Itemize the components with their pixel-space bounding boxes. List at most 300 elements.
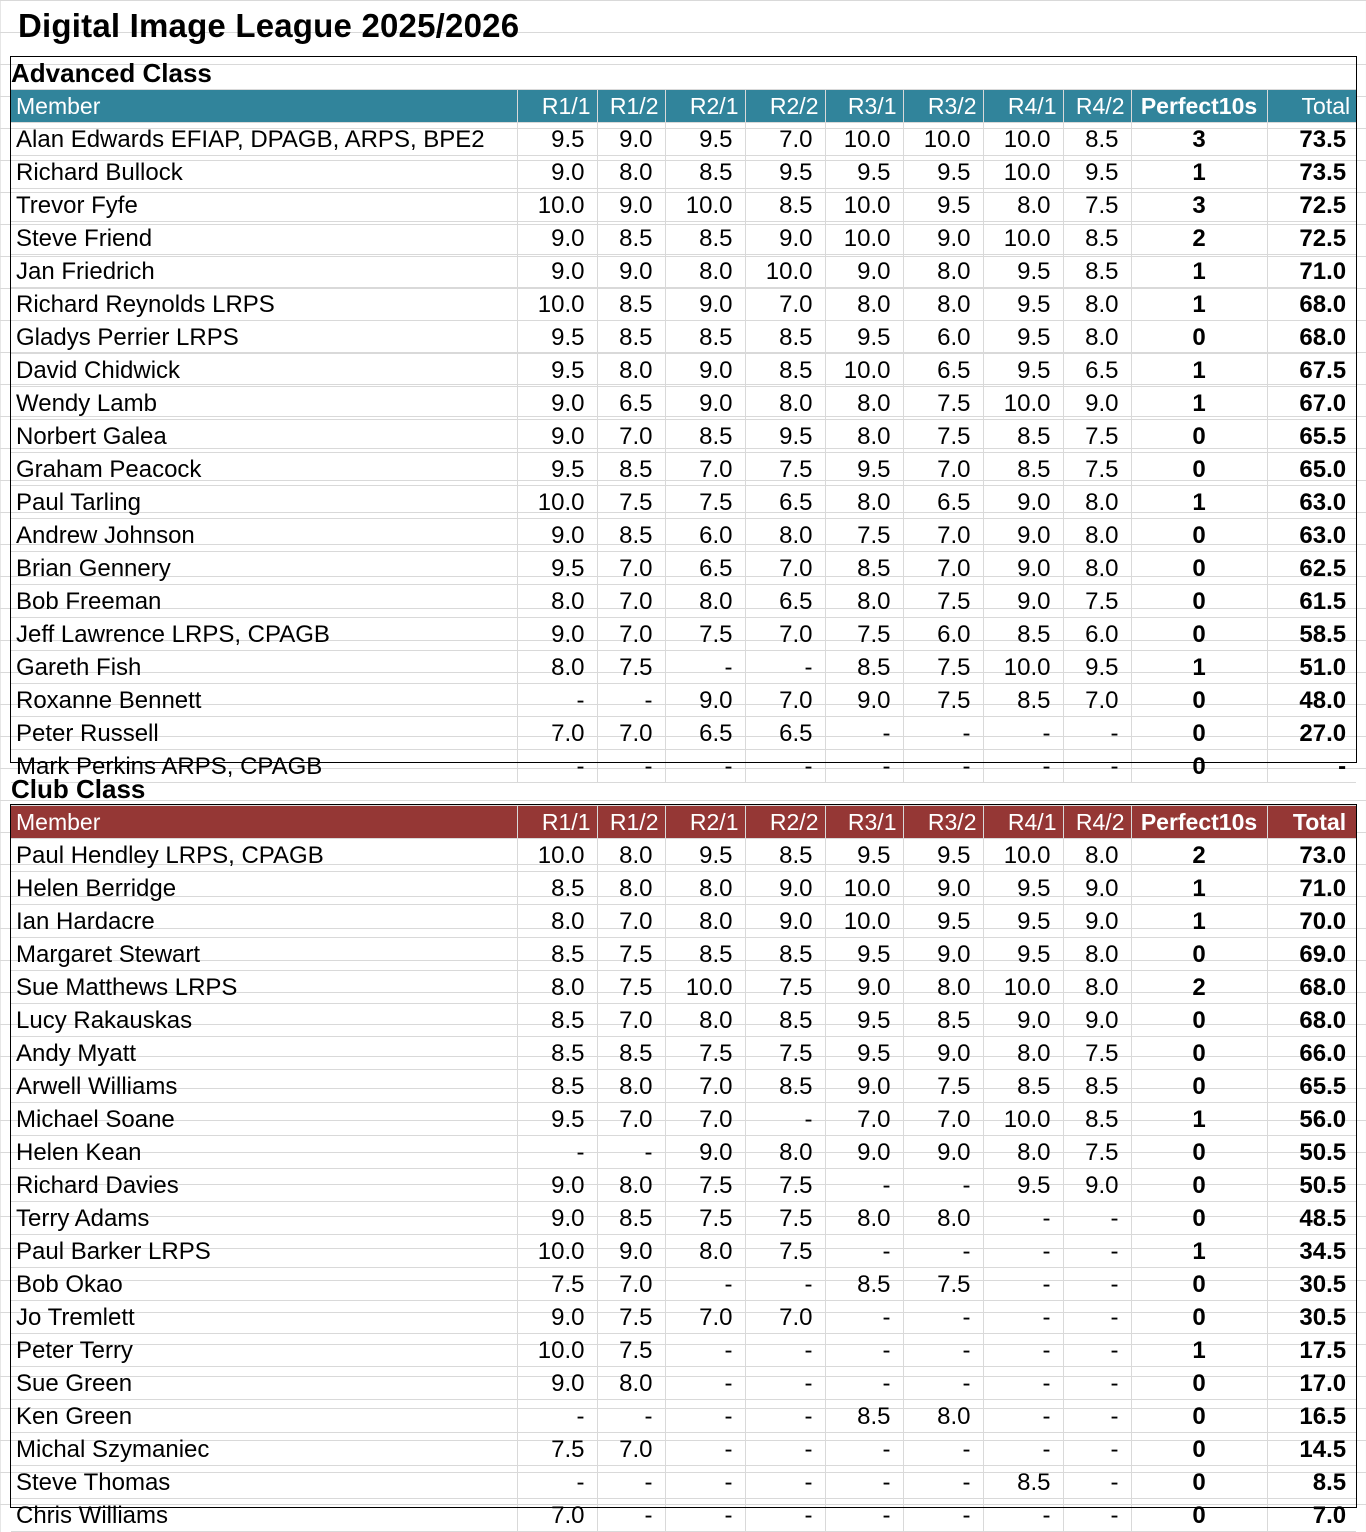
member-row [11, 905, 1356, 938]
score-cell: 8.0 [825, 288, 903, 321]
score-cell: 8.0 [1063, 971, 1131, 1004]
score-cell: - [745, 750, 825, 783]
column-header: Perfect10s [1131, 806, 1267, 839]
member-row [11, 1169, 1356, 1202]
column-header: Perfect10s [1131, 90, 1267, 123]
score-cell: 9.0 [517, 156, 597, 189]
score-cell: - [903, 1334, 983, 1367]
total-cell: 68.0 [1267, 971, 1356, 1004]
score-cell: 10.0 [983, 651, 1063, 684]
score-cell: - [903, 1433, 983, 1466]
score-cell: 9.0 [903, 938, 983, 971]
score-cell: 6.0 [1063, 618, 1131, 651]
score-cell: 8.5 [597, 222, 665, 255]
score-cell: 9.0 [745, 905, 825, 938]
score-cell: 9.0 [517, 1367, 597, 1400]
member-row [11, 717, 1356, 750]
score-cell: - [597, 1400, 665, 1433]
member-name: Graham Peacock [11, 453, 517, 486]
score-cell: 9.5 [825, 453, 903, 486]
member-row [11, 123, 1356, 156]
score-cell: 10.0 [517, 189, 597, 222]
score-cell: 8.0 [665, 1004, 745, 1037]
score-cell: - [517, 1466, 597, 1499]
score-cell: 7.0 [517, 1499, 597, 1532]
score-cell: 7.0 [665, 1103, 745, 1136]
score-cell: 7.5 [1063, 453, 1131, 486]
score-cell: 10.0 [517, 288, 597, 321]
score-cell: 7.0 [597, 1103, 665, 1136]
page-title: Digital Image League 2025/2026 [18, 7, 520, 44]
score-cell: 10.0 [517, 486, 597, 519]
score-cell: 9.0 [1063, 1004, 1131, 1037]
score-cell: 9.5 [517, 1103, 597, 1136]
score-cell: 7.0 [597, 905, 665, 938]
score-cell: 10.0 [825, 354, 903, 387]
score-cell: 8.0 [597, 156, 665, 189]
score-cell: 7.5 [597, 486, 665, 519]
score-cell: 8.0 [665, 585, 745, 618]
score-cell: 9.0 [1063, 905, 1131, 938]
total-cell: 14.5 [1267, 1433, 1356, 1466]
score-cell: - [517, 1400, 597, 1433]
score-cell: 9.0 [665, 1136, 745, 1169]
score-cell: - [665, 750, 745, 783]
column-header-row [11, 806, 1356, 839]
score-cell: 8.0 [745, 1136, 825, 1169]
score-cell: - [745, 1334, 825, 1367]
score-cell: - [983, 1334, 1063, 1367]
score-cell: 8.5 [665, 420, 745, 453]
score-cell: 8.5 [745, 1070, 825, 1103]
score-cell: 7.0 [745, 618, 825, 651]
member-name: Jan Friedrich [11, 255, 517, 288]
member-name: Norbert Galea [11, 420, 517, 453]
score-cell: 10.0 [825, 222, 903, 255]
score-cell: 6.5 [597, 387, 665, 420]
score-cell: 9.5 [665, 123, 745, 156]
member-name: Ken Green [11, 1400, 517, 1433]
score-cell: 8.0 [1063, 486, 1131, 519]
score-cell: 8.0 [597, 1367, 665, 1400]
score-cell: - [983, 1400, 1063, 1433]
score-cell: 7.5 [665, 486, 745, 519]
perfect10s-cell: 0 [1131, 684, 1267, 717]
total-cell: 73.5 [1267, 156, 1356, 189]
score-cell: 7.5 [597, 651, 665, 684]
total-cell: 30.5 [1267, 1301, 1356, 1334]
score-cell: 7.0 [745, 123, 825, 156]
score-cell: - [597, 1499, 665, 1532]
score-cell: 9.0 [983, 519, 1063, 552]
score-cell: 9.0 [825, 684, 903, 717]
score-cell: - [745, 1268, 825, 1301]
total-cell: 65.5 [1267, 1070, 1356, 1103]
perfect10s-cell: 3 [1131, 189, 1267, 222]
score-cell: 7.5 [665, 1169, 745, 1202]
score-cell: 8.5 [597, 519, 665, 552]
member-name: Peter Russell [11, 717, 517, 750]
perfect10s-cell: 1 [1131, 387, 1267, 420]
score-cell: 9.5 [517, 354, 597, 387]
member-row [11, 1433, 1356, 1466]
score-cell: 6.5 [665, 552, 745, 585]
perfect10s-cell: 0 [1131, 552, 1267, 585]
member-name: Peter Terry [11, 1334, 517, 1367]
score-cell: 7.0 [517, 717, 597, 750]
member-name: Alan Edwards EFIAP, DPAGB, ARPS, BPE2 [11, 123, 517, 156]
score-cell: 9.0 [983, 486, 1063, 519]
member-row [11, 839, 1356, 872]
member-row [11, 1400, 1356, 1433]
score-cell: - [903, 1169, 983, 1202]
score-cell: - [597, 684, 665, 717]
total-cell: 61.5 [1267, 585, 1356, 618]
score-cell: 9.0 [903, 1037, 983, 1070]
column-header: Total [1267, 90, 1356, 123]
perfect10s-cell: 2 [1131, 839, 1267, 872]
member-name: Wendy Lamb [11, 387, 517, 420]
score-cell: 9.0 [825, 255, 903, 288]
score-cell: 8.5 [517, 1070, 597, 1103]
total-cell: 30.5 [1267, 1268, 1356, 1301]
score-cell: - [903, 1235, 983, 1268]
score-cell: - [1063, 1466, 1131, 1499]
score-cell: 8.5 [665, 156, 745, 189]
perfect10s-cell: 0 [1131, 1202, 1267, 1235]
score-cell: 8.0 [825, 585, 903, 618]
score-cell: 7.0 [597, 1004, 665, 1037]
member-row [11, 1367, 1356, 1400]
score-cell: 7.0 [745, 1301, 825, 1334]
score-cell: 8.0 [665, 872, 745, 905]
score-cell: 9.0 [825, 971, 903, 1004]
score-cell: 8.0 [983, 1136, 1063, 1169]
score-cell: 9.0 [517, 1301, 597, 1334]
score-cell: 8.5 [745, 354, 825, 387]
score-cell: 8.5 [597, 453, 665, 486]
score-cell: - [983, 1235, 1063, 1268]
score-cell: 9.0 [517, 519, 597, 552]
total-cell: 68.0 [1267, 1004, 1356, 1037]
score-cell: 7.0 [903, 552, 983, 585]
score-cell: 9.5 [517, 552, 597, 585]
score-cell: 7.0 [597, 1268, 665, 1301]
score-cell: - [1063, 1301, 1131, 1334]
score-cell: 8.0 [597, 1169, 665, 1202]
score-cell: 9.5 [825, 321, 903, 354]
score-cell: - [1063, 1268, 1131, 1301]
total-cell: 65.0 [1267, 453, 1356, 486]
score-cell: 7.5 [745, 971, 825, 1004]
score-cell: 7.5 [903, 387, 983, 420]
perfect10s-cell: 0 [1131, 938, 1267, 971]
score-cell: - [1063, 717, 1131, 750]
member-name: Michael Soane [11, 1103, 517, 1136]
column-header: R4/1 [983, 90, 1063, 123]
score-cell: 8.5 [745, 839, 825, 872]
perfect10s-cell: 0 [1131, 1004, 1267, 1037]
score-cell: 9.5 [903, 839, 983, 872]
member-name: Richard Reynolds LRPS [11, 288, 517, 321]
perfect10s-cell: 0 [1131, 1466, 1267, 1499]
member-row [11, 486, 1356, 519]
member-row [11, 1301, 1356, 1334]
column-header: R2/2 [745, 90, 825, 123]
perfect10s-cell: 0 [1131, 453, 1267, 486]
member-row [11, 420, 1356, 453]
score-cell: 10.0 [983, 123, 1063, 156]
score-cell: - [1063, 1202, 1131, 1235]
member-row [11, 552, 1356, 585]
score-cell: 8.0 [665, 255, 745, 288]
total-cell: 58.5 [1267, 618, 1356, 651]
member-row [11, 255, 1356, 288]
score-cell: 8.0 [1063, 938, 1131, 971]
column-header: R4/2 [1063, 90, 1131, 123]
score-cell: 10.0 [983, 156, 1063, 189]
score-cell: - [903, 1367, 983, 1400]
score-cell: 8.0 [1063, 552, 1131, 585]
member-name: Paul Barker LRPS [11, 1235, 517, 1268]
score-cell: 9.0 [517, 1202, 597, 1235]
score-cell: 7.0 [597, 420, 665, 453]
member-row [11, 288, 1356, 321]
perfect10s-cell: 0 [1131, 1400, 1267, 1433]
score-cell: 10.0 [665, 189, 745, 222]
perfect10s-cell: 0 [1131, 1367, 1267, 1400]
perfect10s-cell: 0 [1131, 585, 1267, 618]
member-row [11, 387, 1356, 420]
column-header: R3/2 [903, 806, 983, 839]
total-cell: 66.0 [1267, 1037, 1356, 1070]
club-class-table [11, 773, 1356, 1532]
total-cell: 8.5 [1267, 1466, 1356, 1499]
score-cell: 8.0 [825, 387, 903, 420]
score-cell: 9.0 [597, 255, 665, 288]
member-row [11, 1070, 1356, 1103]
member-name: Ian Hardacre [11, 905, 517, 938]
score-cell: 8.0 [517, 585, 597, 618]
score-cell: - [597, 1136, 665, 1169]
score-cell: 7.5 [825, 519, 903, 552]
score-cell: - [825, 1235, 903, 1268]
score-cell: 6.0 [903, 321, 983, 354]
score-cell: 9.5 [1063, 156, 1131, 189]
column-header: R1/2 [597, 806, 665, 839]
advanced-class-table [11, 57, 1356, 783]
score-cell: 9.0 [1063, 1169, 1131, 1202]
score-cell: 8.5 [597, 321, 665, 354]
perfect10s-cell: 0 [1131, 618, 1267, 651]
column-header: Total [1267, 806, 1356, 839]
total-cell: 16.5 [1267, 1400, 1356, 1433]
column-header: Member [11, 90, 517, 123]
score-cell: 10.0 [825, 189, 903, 222]
member-name: Michal Szymaniec [11, 1433, 517, 1466]
member-name: Helen Berridge [11, 872, 517, 905]
member-row [11, 453, 1356, 486]
score-cell: 6.0 [665, 519, 745, 552]
member-name: Roxanne Bennett [11, 684, 517, 717]
total-cell: 68.0 [1267, 321, 1356, 354]
total-cell: 48.0 [1267, 684, 1356, 717]
score-cell: 8.0 [903, 1202, 983, 1235]
member-name: Bob Okao [11, 1268, 517, 1301]
member-name: Steve Friend [11, 222, 517, 255]
column-header: R2/1 [665, 806, 745, 839]
score-cell: - [665, 1433, 745, 1466]
score-cell: - [665, 1499, 745, 1532]
total-cell: 71.0 [1267, 255, 1356, 288]
score-cell: 9.0 [597, 1235, 665, 1268]
score-cell: 7.0 [745, 684, 825, 717]
score-cell: 8.0 [517, 905, 597, 938]
score-cell: 8.5 [745, 1004, 825, 1037]
score-cell: 10.0 [825, 905, 903, 938]
score-cell: 10.0 [517, 839, 597, 872]
total-cell: 27.0 [1267, 717, 1356, 750]
perfect10s-cell: 2 [1131, 971, 1267, 1004]
score-cell: 7.0 [597, 585, 665, 618]
score-cell: - [903, 750, 983, 783]
score-cell: 9.0 [517, 618, 597, 651]
score-cell: 9.5 [903, 905, 983, 938]
score-cell: - [983, 717, 1063, 750]
score-cell: 8.5 [745, 938, 825, 971]
score-cell: 7.0 [665, 453, 745, 486]
score-cell: 7.5 [1063, 420, 1131, 453]
score-cell: 10.0 [983, 839, 1063, 872]
score-cell: 9.0 [665, 288, 745, 321]
score-cell: - [517, 684, 597, 717]
score-cell: 8.5 [825, 1400, 903, 1433]
score-cell: 9.0 [903, 222, 983, 255]
score-cell: - [1063, 1367, 1131, 1400]
column-header: R3/2 [903, 90, 983, 123]
score-cell: 9.0 [745, 872, 825, 905]
column-header: R3/1 [825, 90, 903, 123]
score-cell: 9.0 [665, 684, 745, 717]
score-cell: 8.0 [597, 354, 665, 387]
score-cell: 9.0 [825, 1070, 903, 1103]
perfect10s-cell: 0 [1131, 1037, 1267, 1070]
member-name: Sue Matthews LRPS [11, 971, 517, 1004]
score-cell: 8.5 [517, 1004, 597, 1037]
member-name: Gareth Fish [11, 651, 517, 684]
column-header: R3/1 [825, 806, 903, 839]
total-cell: 67.5 [1267, 354, 1356, 387]
score-cell: - [745, 1103, 825, 1136]
perfect10s-cell: 1 [1131, 1103, 1267, 1136]
score-cell: 8.5 [983, 453, 1063, 486]
member-row [11, 651, 1356, 684]
score-cell: - [903, 1499, 983, 1532]
score-cell: 9.0 [517, 387, 597, 420]
score-cell: 6.5 [745, 486, 825, 519]
score-cell: 7.5 [825, 618, 903, 651]
member-row [11, 1037, 1356, 1070]
member-name: Andrew Johnson [11, 519, 517, 552]
total-cell: 34.5 [1267, 1235, 1356, 1268]
score-cell: - [1063, 1433, 1131, 1466]
member-name: Gladys Perrier LRPS [11, 321, 517, 354]
member-name: Jeff Lawrence LRPS, CPAGB [11, 618, 517, 651]
score-cell: 7.0 [665, 1070, 745, 1103]
score-cell: 8.0 [597, 872, 665, 905]
perfect10s-cell: 0 [1131, 1268, 1267, 1301]
score-cell: 8.0 [983, 189, 1063, 222]
perfect10s-cell: 1 [1131, 486, 1267, 519]
score-cell: 9.5 [1063, 651, 1131, 684]
member-row [11, 1004, 1356, 1037]
score-cell: - [665, 1367, 745, 1400]
member-name: Mark Perkins ARPS, CPAGB [11, 750, 517, 783]
score-cell: 8.0 [903, 1400, 983, 1433]
score-cell: - [665, 1334, 745, 1367]
score-cell: 9.0 [665, 387, 745, 420]
score-cell: 8.0 [903, 971, 983, 1004]
score-cell: 8.0 [665, 905, 745, 938]
score-cell: 9.5 [825, 1004, 903, 1037]
score-cell: - [745, 1433, 825, 1466]
column-header-row [11, 90, 1356, 123]
score-cell: 6.5 [903, 354, 983, 387]
member-row [11, 1466, 1356, 1499]
score-cell: - [903, 1301, 983, 1334]
score-cell: - [517, 750, 597, 783]
score-cell: 8.5 [983, 1070, 1063, 1103]
score-cell: 8.5 [1063, 255, 1131, 288]
member-name: Sue Green [11, 1367, 517, 1400]
score-cell: 8.5 [517, 872, 597, 905]
score-cell: - [665, 1268, 745, 1301]
score-cell: 8.0 [825, 420, 903, 453]
score-cell: 6.0 [903, 618, 983, 651]
member-name: Richard Bullock [11, 156, 517, 189]
total-cell: 69.0 [1267, 938, 1356, 971]
score-cell: 7.5 [903, 420, 983, 453]
score-cell: 7.5 [1063, 585, 1131, 618]
score-cell: 10.0 [745, 255, 825, 288]
member-name: Bob Freeman [11, 585, 517, 618]
score-cell: 9.0 [597, 189, 665, 222]
score-cell: 8.0 [903, 288, 983, 321]
score-cell: 7.5 [597, 938, 665, 971]
score-cell: 7.0 [825, 1103, 903, 1136]
score-cell: 7.5 [665, 1037, 745, 1070]
score-cell: 9.5 [745, 156, 825, 189]
member-name: Terry Adams [11, 1202, 517, 1235]
member-name: Arwell Williams [11, 1070, 517, 1103]
score-cell: 8.5 [1063, 123, 1131, 156]
total-cell: 70.0 [1267, 905, 1356, 938]
score-cell: 8.5 [983, 618, 1063, 651]
member-name: Helen Kean [11, 1136, 517, 1169]
score-cell: - [517, 1136, 597, 1169]
perfect10s-cell: 3 [1131, 123, 1267, 156]
score-cell: 7.5 [745, 1169, 825, 1202]
score-cell: 6.5 [745, 585, 825, 618]
score-cell: 9.5 [745, 420, 825, 453]
total-cell: 63.0 [1267, 519, 1356, 552]
score-cell: - [597, 750, 665, 783]
section-title-row [11, 57, 1356, 90]
member-row [11, 684, 1356, 717]
score-cell: 9.5 [903, 189, 983, 222]
score-cell: 7.5 [745, 1037, 825, 1070]
member-row [11, 971, 1356, 1004]
